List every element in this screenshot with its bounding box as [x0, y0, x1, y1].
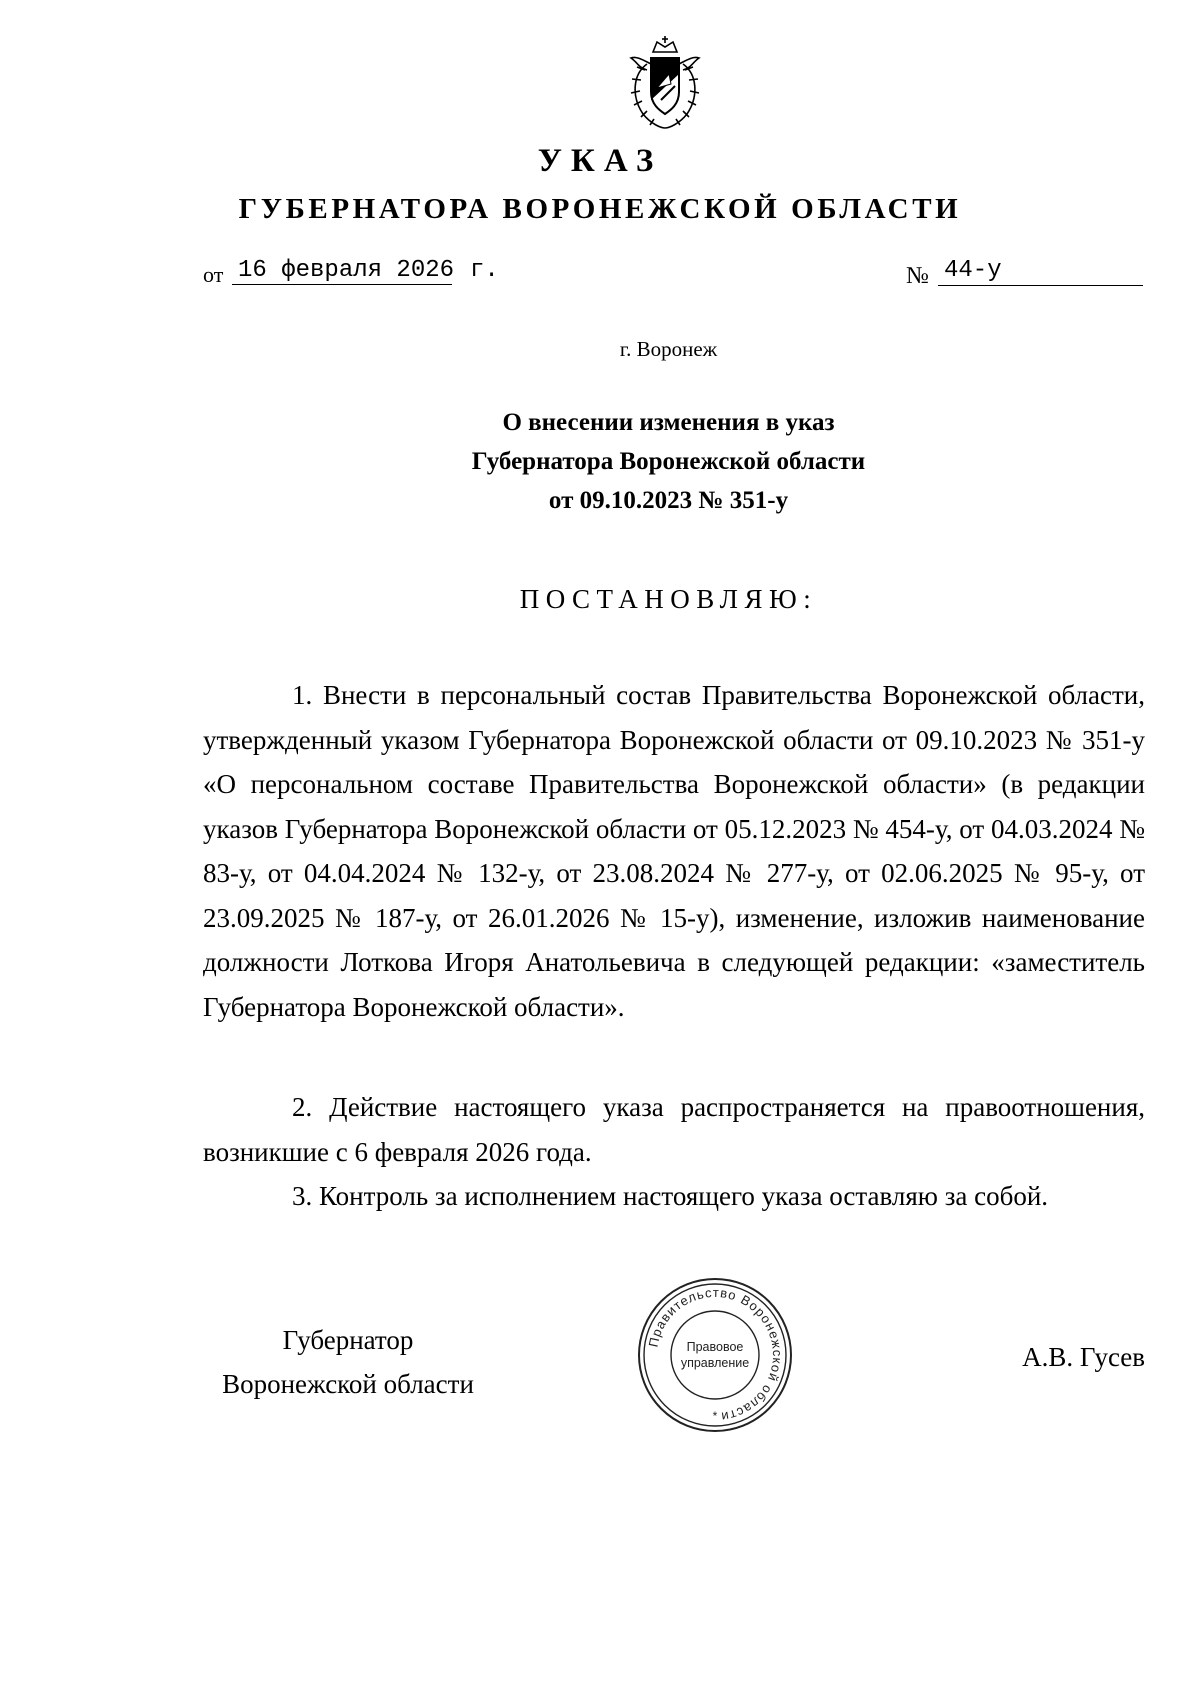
seal-inner-line: управление: [680, 1356, 750, 1370]
seal-inner-line: Правовое: [686, 1340, 744, 1354]
subject-line: от 09.10.2023 № 351-у: [548, 487, 789, 514]
place-of-issue: г. Воронеж: [619, 337, 718, 361]
issuer-title: ГУБЕРНАТОРА ВОРОНЕЖСКОЙ ОБЛАСТИ: [238, 193, 962, 225]
document-subject: [0, 403, 1200, 520]
paragraph-3: [203, 1174, 1145, 1219]
coat-of-arms-icon: [617, 34, 713, 132]
date-suffix: г.: [470, 257, 499, 284]
decree-heading: ПОСТАНОВЛЯЮ:: [519, 584, 818, 614]
position-line: Губернатор: [282, 1325, 414, 1355]
position-line: Воронежской области: [222, 1369, 474, 1399]
seal-star: *: [712, 1409, 718, 1423]
paragraph-text: 2. Действие настоящего указа распространяется на правоотношения, возникшие с 6 февраля 2026 года.: [203, 1092, 1145, 1167]
subject-line: Губернатора Воронежской области: [471, 448, 866, 475]
paragraph-2: [203, 1085, 1145, 1174]
paragraph-text: 1. Внести в персональный состав Правительства Воронежской области, утвержденный указом Губернатора Воронежской области от 09.10.2023 № 351-у «О персональном составе Правительства Воронежской области» (в редакции указов Губернатора Воронежской области от 05.12.2023 № 454-у, от 04.03.2024 № 83-у, от 04.04.2024 № 132-у, от 23.08.2024 № 277-у, от 02.06.2025 № 95-у, от 23.09.2025 № 187-у, от 26.01.2026 № 15-у), изменение, изложив наименование должности Лоткова Игоря Анатольевича в следующей редакции: «заместитель Губернатора Воронежской области».: [203, 680, 1145, 1022]
signatory-name: А.В. Гусев: [1022, 1342, 1145, 1372]
official-seal: [635, 1275, 795, 1435]
paragraph-1: [203, 673, 1145, 1029]
signatory-position: [203, 1318, 493, 1406]
document-number: 44-у: [944, 257, 1002, 284]
date-underline: [232, 284, 452, 285]
svg-text:Правительство Воронежской обла: [646, 1285, 786, 1425]
number-prefix: №: [906, 263, 929, 289]
number-underline: [938, 285, 1143, 286]
seal-ring-text: Правительство Воронежской области: [645, 1284, 786, 1425]
subject-line: О внесении изменения в указ: [502, 409, 835, 436]
document-type-title: УКАЗ: [537, 143, 663, 179]
date-value: 16 февраля 2026: [238, 257, 455, 284]
date-prefix: от: [203, 262, 224, 287]
paragraph-text: 3. Контроль за исполнением настоящего указа оставляю за собой.: [292, 1181, 1049, 1211]
